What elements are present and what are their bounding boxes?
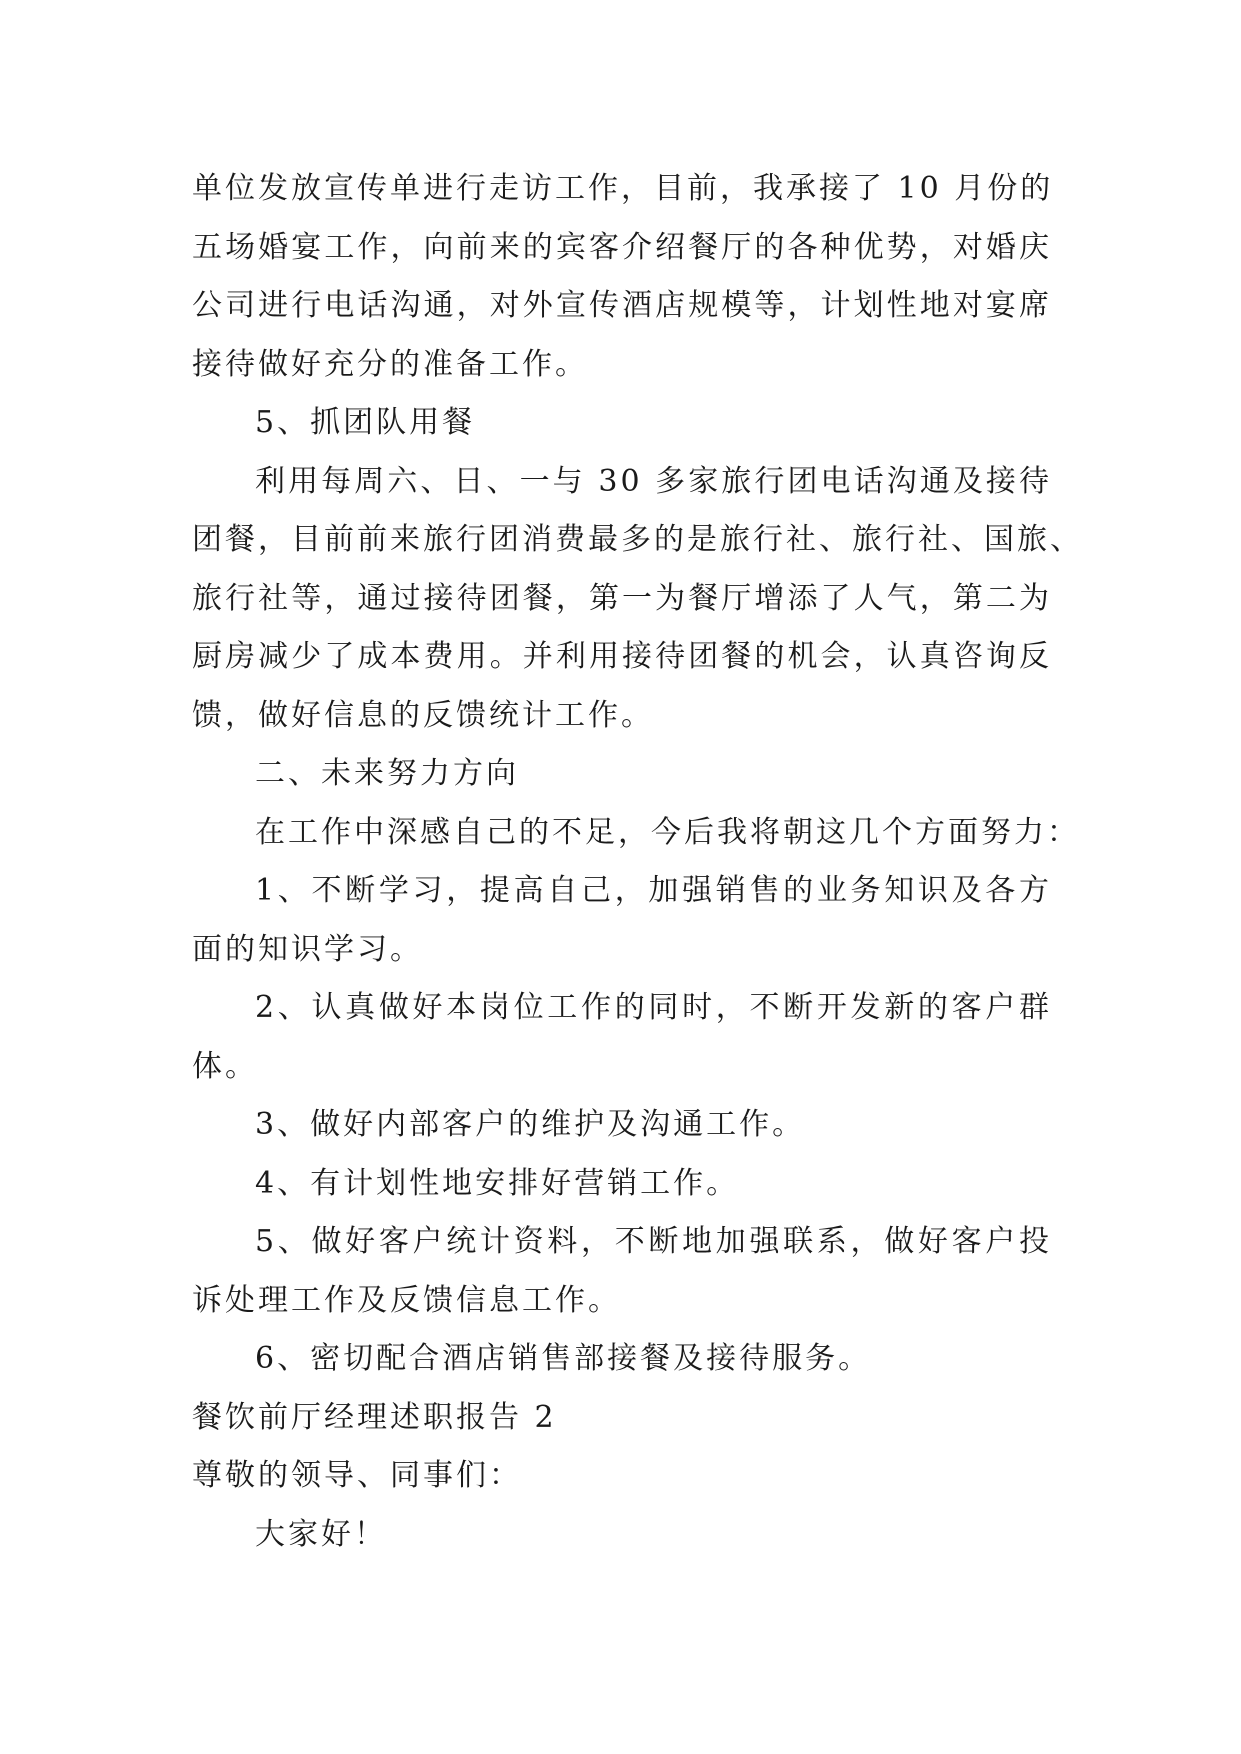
list-item-line: 3、做好内部客户的维护及沟通工作。 — [255, 1107, 806, 1142]
report-title: 餐饮前厅经理述职报告 2 — [192, 1399, 557, 1435]
list-item-line: 诉处理工作及反馈信息工作。 — [192, 1282, 621, 1318]
paragraph-line: 利用每周六、日、一与 30 多家旅行团电话沟通及接待 — [255, 463, 1052, 499]
list-item-line: 体。 — [192, 1048, 258, 1084]
section-heading: 二、未来努力方向 — [255, 756, 519, 791]
paragraph-line: 公司进行电话沟通，对外宣传酒店规模等，计划性地对宴席 — [192, 288, 1052, 323]
greeting: 大家好！ — [255, 1516, 387, 1552]
paragraph-line: 五场婚宴工作，向前来的宾客介绍餐厅的各种优势，对婚庆 — [192, 229, 1052, 265]
section-heading: 5、抓团队用餐 — [255, 405, 476, 440]
paragraph-line: 在工作中深感自己的不足，今后我将朝这几个方面努力： — [255, 814, 1080, 850]
document-body — [192, 160, 1083, 1564]
paragraph-line: 团餐，目前前来旅行团消费最多的是旅行社、旅行社、国旅、 — [192, 522, 1083, 557]
paragraph-line: 接待做好充分的准备工作。 — [192, 346, 588, 382]
paragraph-line: 旅行社等，通过接待团餐，第一为餐厅增添了人气，第二为 — [192, 580, 1052, 616]
paragraph-line: 厨房减少了成本费用。并利用接待团餐的机会，认真咨询反 — [192, 639, 1052, 674]
list-item-line: 1、不断学习，提高自己，加强销售的业务知识及各方 — [255, 873, 1052, 908]
paragraph-line: 单位发放宣传单进行走访工作，目前，我承接了 10 月份的 — [192, 171, 1054, 206]
list-item-line: 2、认真做好本岗位工作的同时，不断开发新的客户群 — [255, 990, 1052, 1025]
list-item-line: 5、做好客户统计资料，不断地加强联系，做好客户投 — [255, 1224, 1052, 1259]
salutation: 尊敬的领导、同事们： — [192, 1458, 522, 1493]
list-item-line: 面的知识学习。 — [192, 931, 423, 967]
paragraph-line: 馈，做好信息的反馈统计工作。 — [192, 697, 654, 733]
list-item-line: 6、密切配合酒店销售部接餐及接待服务。 — [255, 1341, 872, 1376]
list-item-line: 4、有计划性地安排好营销工作。 — [255, 1165, 740, 1201]
